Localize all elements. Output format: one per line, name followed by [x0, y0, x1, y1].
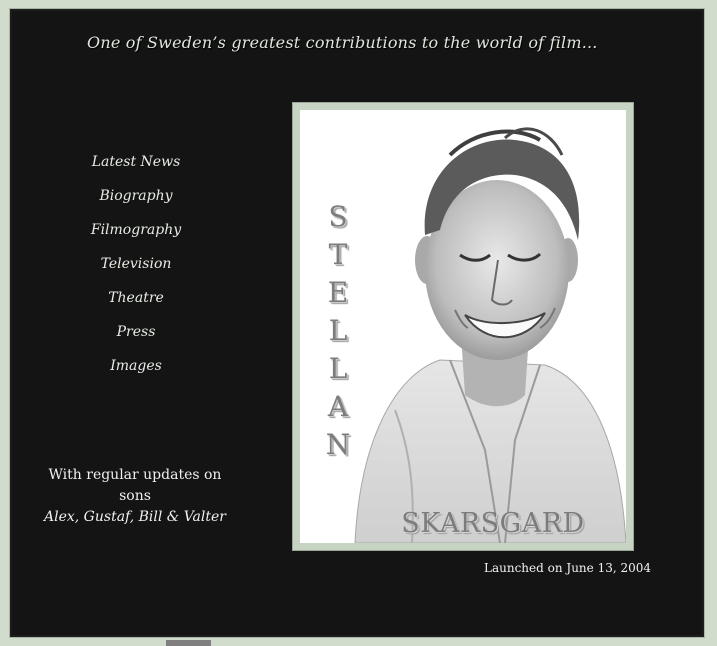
nav-link-filmography[interactable]: Filmography [90, 222, 182, 238]
first-name-vertical [324, 198, 352, 464]
tagline: One of Sweden’s greatest contributions to the world of film... [87, 33, 598, 52]
nav-link-biography[interactable]: Biography [99, 188, 173, 204]
updates-line: With regular updates on sons [48, 467, 222, 504]
updates-note [40, 465, 230, 528]
first-name-letter: N [325, 428, 351, 461]
first-name-letter: L [328, 314, 348, 347]
nav-link-television[interactable]: Television [100, 256, 172, 272]
sons-names: Alex, Gustaf, Bill & Valter [44, 509, 226, 525]
launch-date: Launched on June 13, 2004 [484, 561, 652, 575]
first-name-letter: T [328, 238, 348, 271]
nav-link-images[interactable]: Images [110, 358, 162, 374]
nav-link-latest-news[interactable]: Latest News [91, 154, 181, 170]
portrait-frame [293, 103, 633, 550]
first-name-letter: A [327, 390, 349, 423]
nav-link-press[interactable]: Press [116, 324, 156, 340]
first-name-letter: E [327, 276, 349, 309]
scrollbar-thumb[interactable] [166, 640, 211, 646]
first-name-letter: L [328, 352, 348, 385]
first-name-letter: S [328, 200, 348, 233]
main-nav [80, 152, 192, 390]
portrait-photo [300, 110, 626, 543]
surname: SKARSGARD [401, 508, 585, 539]
nav-link-theatre[interactable]: Theatre [108, 290, 164, 306]
